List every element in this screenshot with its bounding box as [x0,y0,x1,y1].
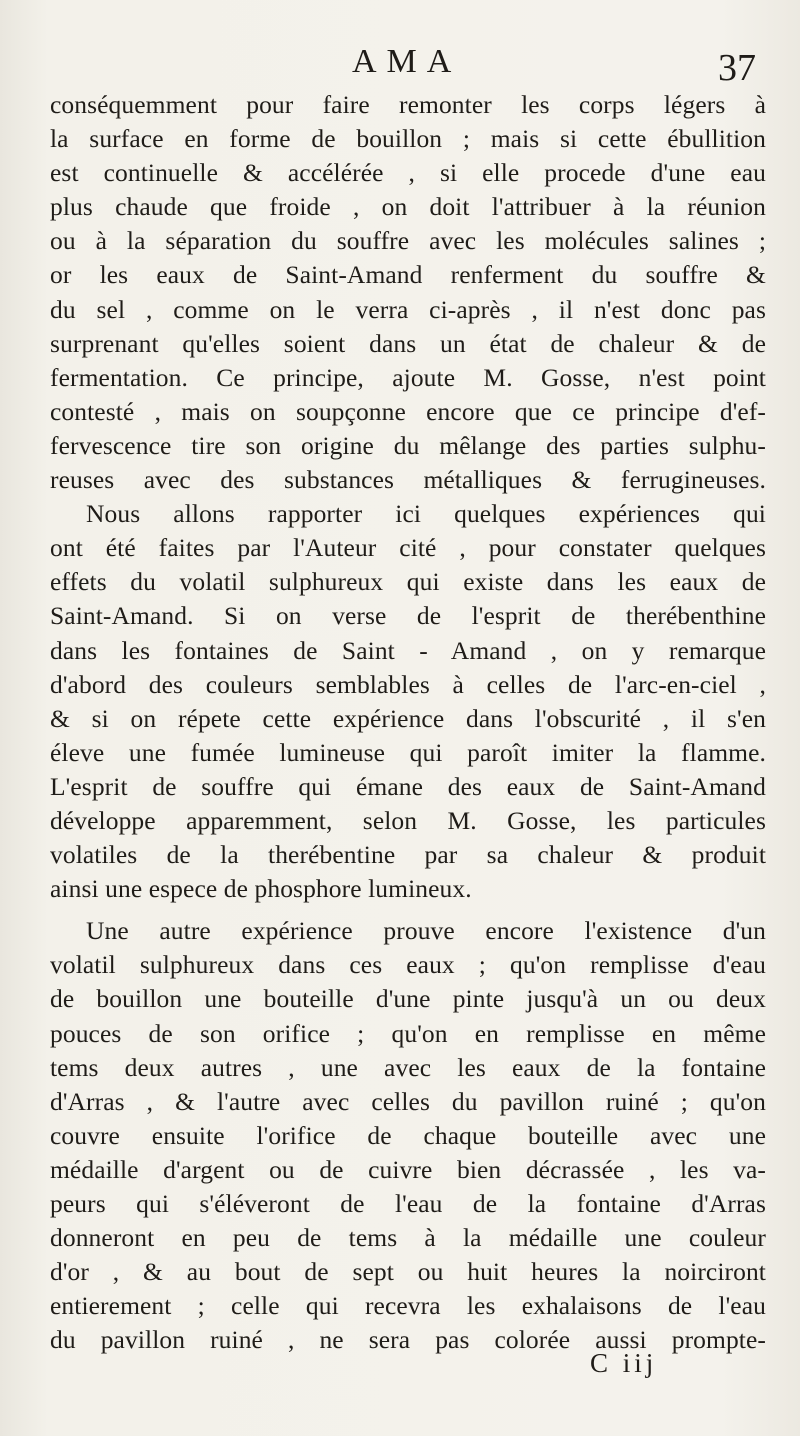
text-line: Une autre expérience prouve encore l'existence d'un [86,916,766,946]
text-line: du pavillon ruiné , ne sera pas colorée aussi prompte- [50,1325,766,1355]
text-line: peurs qui s'éléveront de l'eau de la fontaine d'Arras [50,1189,766,1218]
text-line: volatiles de la therébentine par sa chaleur & produit [50,840,766,870]
text-line: entierement ; celle qui recevra les exhalaisons de l'eau [50,1291,766,1321]
text-line: éleve une fumée lumineuse qui paroît imiter la flamme. [50,737,766,767]
text-line: or les eaux de Saint-Amand renferment du souffre & [50,260,766,290]
text-line: pouces de son orifice ; qu'on en remplisse en même [50,1018,766,1048]
text-line: plus chaude que froide , on doit l'attribuer à la réunion [50,192,766,222]
running-title: AMA [352,43,462,80]
text-line: volatil sulphureux dans ces eaux ; qu'on remplisse d'eau [50,950,766,980]
paragraph-gap [50,906,766,914]
text-line: du sel , comme on le verra ci-après , il n'est donc pas [50,294,766,324]
text-line: & si on répete cette expérience dans l'obscurité , il s'en [50,703,766,733]
text-line: est continuelle & accélérée , si elle procede d'une eau [50,158,766,188]
text-line: d'abord des couleurs semblables à celles de l'arc-en-ciel , [50,669,766,699]
text-line: contesté , mais on soupçonne encore que ce principe d'ef- [50,396,766,426]
text-line: Saint-Amand. Si on verse de l'esprit de therébenthine [50,601,766,631]
body-text [50,88,766,1357]
paragraph-3 [50,914,766,1357]
text-line: ont été faites par l'Auteur cité , pour constater quelques [50,533,766,563]
text-line: Nous allons rapporter ici quelques expériences qui [86,499,766,529]
page-number: 37 [718,47,756,89]
text-line: L'esprit de souffre qui émane des eaux de Saint-Amand [50,771,766,801]
running-head [0,38,800,88]
text-line: ainsi une espece de phosphore lumineux. [50,874,472,904]
text-line: développe apparemment, selon M. Gosse, les particules [50,805,766,835]
text-line: tems deux autres , une avec les eaux de la fontaine [50,1052,766,1082]
text-line: dans les fontaines de Saint - Amand , on y remarque [50,635,766,665]
text-line: fervescence tire son origine du mêlange des parties sulphu- [50,430,766,460]
text-line: reuses avec des substances métalliques & ferrugineuses. [50,465,766,495]
paragraph-2 [50,497,766,906]
text-line: d'or , & au bout de sept ou huit heures la noirciront [50,1257,766,1287]
text-line: fermentation. Ce principe, ajoute M. Gosse, n'est point [50,362,766,392]
text-line: couvre ensuite l'orifice de chaque bouteille avec une [50,1120,766,1150]
text-line: la surface en forme de bouillon ; mais si cette ébullition [50,124,766,154]
text-line: effets du volatil sulphureux qui existe dans les eaux de [50,567,766,597]
text-line: conséquemment pour faire remonter les corps légers à [50,90,766,119]
text-line: de bouillon une bouteille d'une pinte jusqu'à un ou deux [50,984,766,1014]
text-line: médaille d'argent ou de cuivre bien décrassée , les va- [50,1154,766,1184]
text-line: d'Arras , & l'autre avec celles du pavillon ruiné ; qu'on [50,1086,766,1116]
paragraph-1 [50,88,766,497]
signature-mark: C iij [590,1348,658,1378]
text-line: donneront en peu de tems à la médaille une couleur [50,1223,766,1253]
text-line: ou à la séparation du souffre avec les molécules salines ; [50,226,766,256]
text-line: surprenant qu'elles soient dans un état de chaleur & de [50,328,766,358]
